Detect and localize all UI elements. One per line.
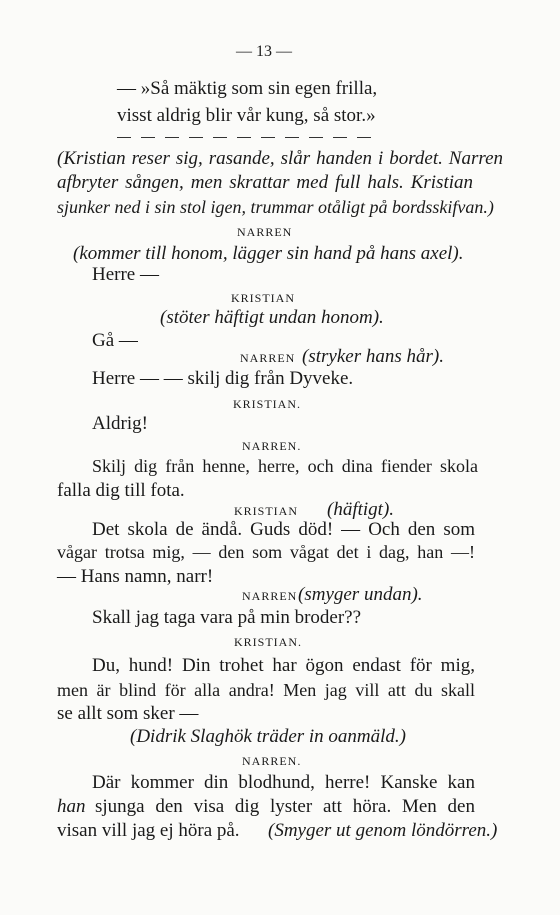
verse-line: visst aldrig blir vår kung, så stor.» <box>117 105 376 126</box>
stage-direction: (stryker hans hår). <box>302 346 444 367</box>
dialogue-line: Där kommer din blodhund, herre! Kanske kan <box>92 772 475 793</box>
dialogue-line: falla dig till fota. <box>57 480 185 501</box>
dialogue-line: se allt som sker — <box>57 703 199 724</box>
dialogue-line: Gå — <box>92 330 138 351</box>
verse-line: — »Så mäktig som sin egen frilla, <box>117 78 378 99</box>
emphasized-word: han <box>57 796 86 817</box>
dialogue-line: Aldrig! <box>92 413 148 434</box>
speaker-name: NARREN. <box>242 439 302 453</box>
stage-direction: (stöter häftigt undan honom). <box>160 307 384 328</box>
dialogue-line: Skilj dig från henne, herre, och dina fiender skola <box>92 456 478 476</box>
stage-direction: (smyger undan). <box>298 584 423 605</box>
dialogue-line: men är blind för alla andra! Men jag vill att du skall <box>57 680 475 700</box>
speaker-name: KRISTIAN. <box>234 635 302 649</box>
page-number: — 13 — <box>236 43 292 60</box>
dialogue-line: vågar trotsa mig, — den som vågat det i dag, han —! <box>57 542 475 562</box>
speaker-name: NARREN <box>237 225 293 239</box>
speaker-name: NARREN. <box>242 754 302 768</box>
dialogue-line: Herre — — skilj dig från Dyveke. <box>92 368 354 389</box>
speaker-name: KRISTIAN <box>231 291 295 305</box>
stage-direction: afbryter sången, men skrattar med full hals. Kristian <box>57 172 473 193</box>
stage-direction: (Smyger ut genom löndörren.) <box>268 820 498 841</box>
dialogue-line: Det skola de ändå. Guds död! — Och den som <box>92 519 475 540</box>
speaker-name: NARREN <box>240 351 296 365</box>
dialogue-line: — Hans namn, narr! <box>57 566 214 587</box>
dialogue-line: visan vill jag ej höra på. <box>57 820 240 841</box>
dialogue-line: Skall jag taga vara på min broder?? <box>92 607 362 628</box>
dialogue-line: Herre — <box>92 264 159 285</box>
stage-direction: (Didrik Slaghök träder in oanmäld.) <box>130 726 407 747</box>
dialogue-line: Du, hund! Din trohet har ögon endast för mig, <box>92 655 475 676</box>
dialogue-line: sjunga den visa dig lyster att höra. Men den <box>95 796 475 817</box>
stage-direction: (kommer till honom, lägger sin hand på hans axel). <box>73 243 464 264</box>
stage-direction: (häftigt). <box>327 499 395 520</box>
stage-direction: sjunker ned i sin stol igen, trummar otåligt på bordsskifvan.) <box>57 197 494 217</box>
speaker-name: KRISTIAN <box>234 504 298 518</box>
speaker-name: NARREN <box>242 589 298 603</box>
speaker-name: KRISTIAN. <box>233 397 301 411</box>
stage-direction: (Kristian reser sig, rasande, slår handen i bordet. Narren <box>57 148 503 169</box>
